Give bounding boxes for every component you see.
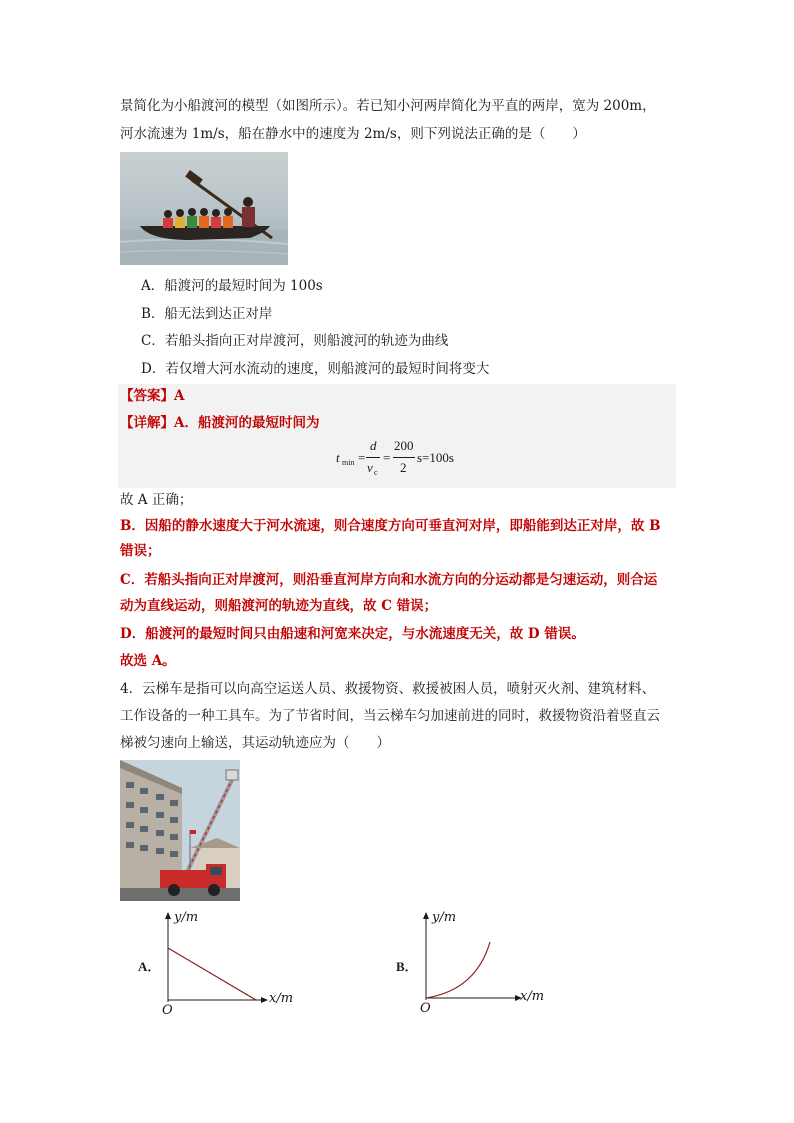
option-d: D．若仅增大河水流动的速度，则船渡河的最短时间将变大 (141, 361, 490, 377)
ladder-truck-photo (120, 760, 240, 901)
option-b: B．船无法到达正对岸 (141, 306, 273, 322)
option-c: C．若船头指向正对岸渡河，则船渡河的轨迹为曲线 (141, 333, 449, 349)
formula-frac2-den: 2 (400, 460, 407, 475)
intro-line-1: 景简化为小船渡河的模型（如图所示）。若已知小河两岸简化为平直的两岸，宽为 200m， (120, 98, 656, 114)
explain-line-4: C．若船头指向正对岸渡河，则沿垂直河岸方向和水流方向的分运动都是匀速运动，则合运 (120, 572, 658, 588)
q4-line-1: 4．云梯车是指可以向高空运送人员、救援物资、救援被困人员，喷射灭火剂、建筑材料、 (120, 681, 656, 697)
q4-line-2: 工作设备的一种工具车。为了节省时间，当云梯车匀加速前进的同时，救援物资沿着竖直云 (120, 708, 660, 724)
formula (330, 436, 490, 480)
answer-tag: 【答案】 (120, 388, 174, 404)
explain-line-7: 故选 A。 (120, 653, 176, 669)
formula-frac1-num: d (370, 438, 377, 453)
option-a: A．船渡河的最短时间为 100s (141, 278, 323, 294)
graph-a-y-axis: y/m (174, 910, 199, 925)
graph-option-a (138, 910, 308, 1020)
formula-lhs: t (336, 450, 340, 465)
formula-frac2-num: 200 (394, 438, 414, 453)
intro-line-2: 河水流速为 1m/s，船在静水中的速度为 2m/s，则下列说法正确的是（ ） (120, 126, 586, 142)
formula-eq2: = (383, 450, 391, 465)
graph-option-b (396, 908, 566, 1020)
formula-tail: s=100s (417, 450, 454, 465)
formula-frac1-den-sub: c (374, 468, 378, 477)
graph-b-label: B． (396, 959, 418, 974)
graph-a-label: A． (138, 959, 161, 974)
formula-eq1: = (358, 450, 366, 465)
explain-line-3: 错误； (120, 543, 161, 559)
graph-b-y-axis: y/m (432, 910, 457, 925)
formula-frac1-den: v (367, 460, 373, 475)
graph-b-x-axis: x/m (520, 989, 545, 1004)
detail-line (120, 413, 319, 433)
explain-line-1: 故 A 正确； (120, 492, 193, 508)
answer-value: A (174, 388, 185, 404)
explain-line-5: 动为直线运动，则船渡河的轨迹为直线，故 C 错误； (120, 598, 438, 614)
detail-tag: 【详解】 (120, 415, 174, 431)
detail-text: A．船渡河的最短时间为 (174, 415, 320, 431)
explain-line-6: D．船渡河的最短时间只由船速和河宽来决定，与水流速度无关，故 D 错误。 (120, 626, 585, 642)
answer-line (120, 386, 184, 406)
boat-photo (120, 152, 288, 265)
graph-b-origin: O (420, 1001, 431, 1016)
explain-line-2: B．因船的静水速度大于河水流速，则合速度方向可垂直河对岸，即船能到达正对岸，故 B (120, 518, 661, 534)
fraction-bar-1 (366, 457, 380, 458)
graph-a-x-axis: x/m (269, 991, 294, 1006)
fraction-bar-2 (393, 457, 415, 458)
formula-lhs-sub: min (342, 458, 355, 467)
q4-line-3: 梯被匀速向上输送，其运动轨迹应为（ ） (120, 735, 390, 751)
graph-a-origin: O (162, 1003, 173, 1018)
